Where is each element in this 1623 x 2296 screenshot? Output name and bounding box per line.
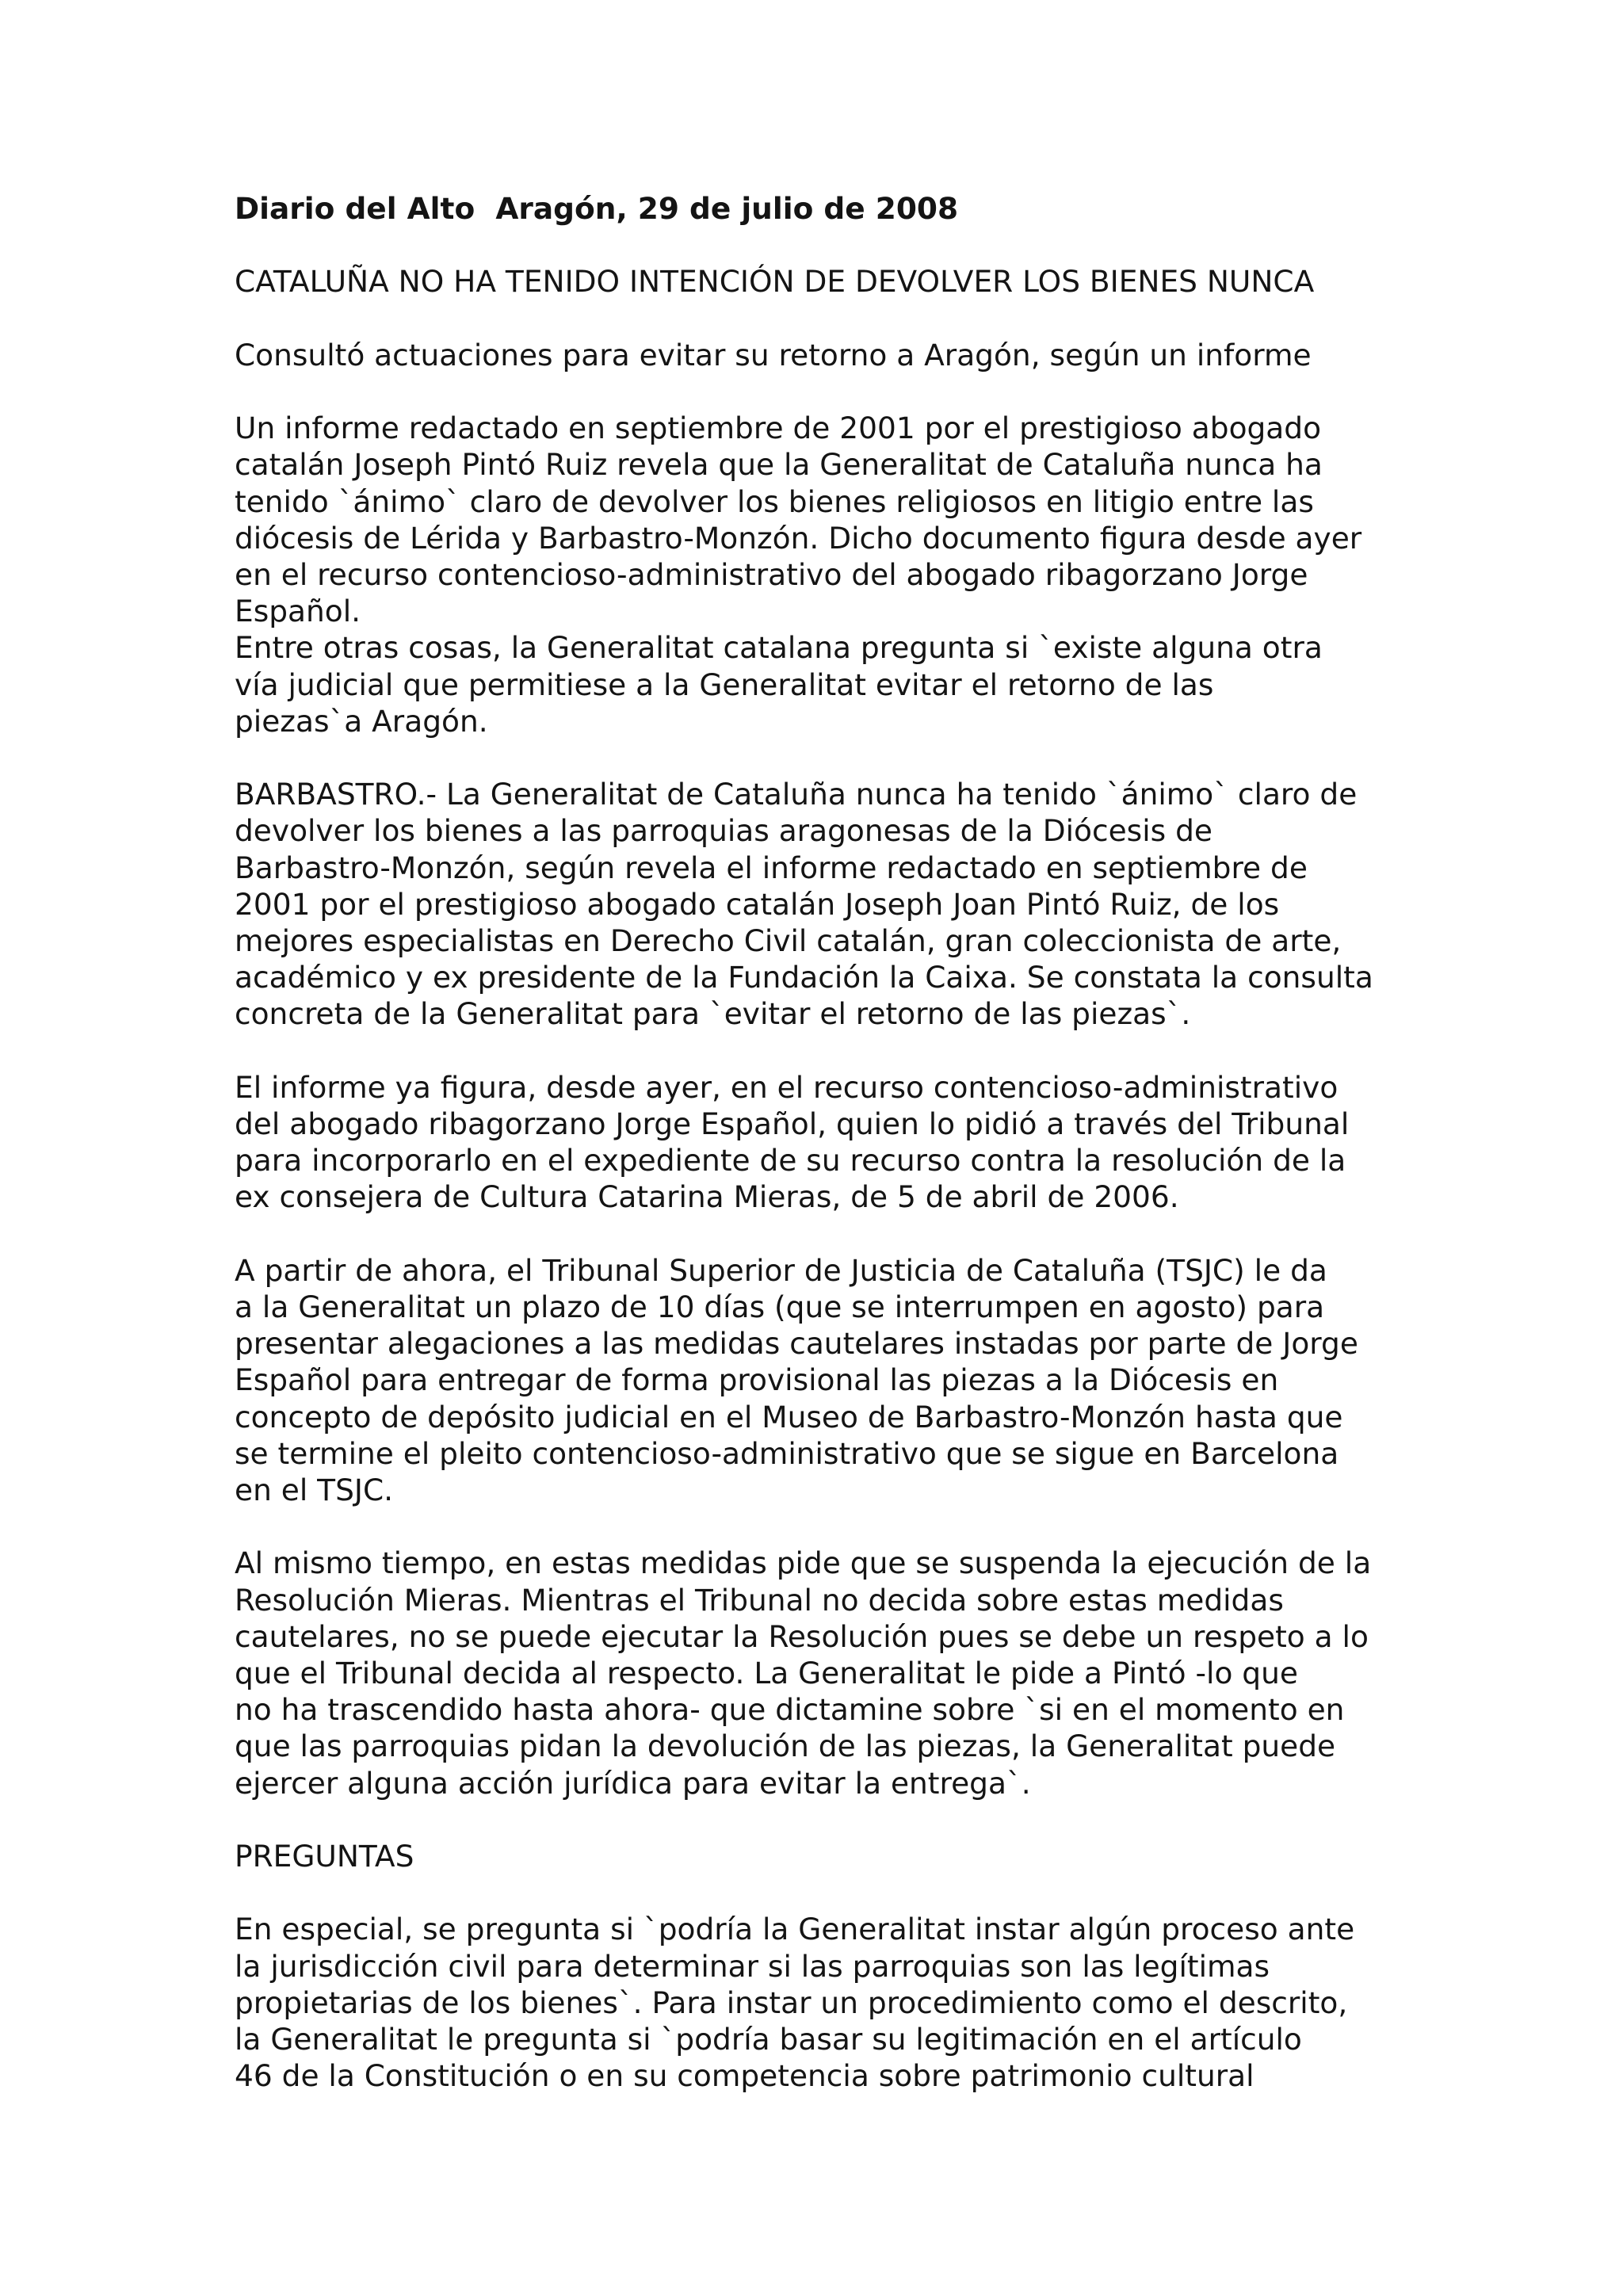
text-line: En especial, se pregunta si `podría la Generalitat instar algún proceso ante — [235, 1912, 1355, 1947]
text-line: propietarias de los bienes`. Para instar un procedimiento como el descrito, — [235, 1985, 1348, 2020]
body-paragraph-3 — [235, 1252, 1423, 1508]
lead-paragraph — [235, 410, 1423, 739]
masthead-text: Diario del Alto Aragón, 29 de julio de 2008 — [235, 191, 959, 226]
body-paragraph-5 — [235, 1911, 1423, 2094]
text-line: se termine el pleito contencioso-administrativo que se sigue en Barcelona — [235, 1435, 1339, 1471]
text-line: Español. — [235, 594, 361, 629]
text-line: para incorporarlo en el expediente de su recurso contra la resolución de la — [235, 1143, 1346, 1179]
text-line: A partir de ahora, el Tribunal Superior de Justicia de Cataluña (TSJC) le da — [235, 1252, 1327, 1288]
text-line: Resolución Mieras. Mientras el Tribunal no decida sobre estas medidas — [235, 1582, 1284, 1618]
subheadline-text: Consultó actuaciones para evitar su retorno a Aragón, según un informe — [235, 337, 1312, 372]
text-line: vía judicial que permitiese a la Generalitat evitar el retorno de las — [235, 667, 1214, 702]
subheadline — [235, 337, 1423, 373]
text-line: la jurisdicción civil para determinar si las parroquias son las legítimas — [235, 1948, 1270, 1984]
section-heading — [235, 1838, 1423, 1874]
text-line: Español para entregar de forma provisional las piezas a la Diócesis en — [235, 1362, 1279, 1398]
text-line: devolver los bienes a las parroquias aragonesas de la Diócesis de — [235, 813, 1212, 849]
spacer — [235, 739, 1423, 776]
text-line: piezas`a Aragón. — [235, 703, 488, 739]
spacer — [235, 1216, 1423, 1252]
headline-text: CATALUÑA NO HA TENIDO INTENCIÓN DE DEVOLVER LOS BIENES NUNCA — [235, 264, 1315, 300]
spacer — [235, 300, 1423, 337]
body-paragraph-1 — [235, 776, 1423, 1032]
section-heading-text: PREGUNTAS — [235, 1839, 414, 1874]
text-line: a la Generalitat un plazo de 10 días (que se interrumpen en agosto) para — [235, 1289, 1325, 1324]
text-line: Entre otras cosas, la Generalitat catalana pregunta si `existe alguna otra — [235, 630, 1323, 666]
body-paragraph-2 — [235, 1069, 1423, 1216]
text-line: presentar alegaciones a las medidas cautelares instadas por parte de Jorge — [235, 1326, 1358, 1362]
text-line: que el Tribunal decida al respecto. La Generalitat le pide a Pintó -lo que — [235, 1656, 1298, 1691]
document-page — [235, 190, 1423, 2094]
spacer — [235, 1508, 1423, 1545]
headline — [235, 263, 1423, 300]
spacer — [235, 227, 1423, 263]
text-line: del abogado ribagorzano Jorge Español, quien lo pidió a través del Tribunal — [235, 1106, 1350, 1141]
masthead — [235, 190, 1423, 227]
text-line: concreta de la Generalitat para `evitar el retorno de las piezas`. — [235, 996, 1191, 1032]
spacer — [235, 373, 1423, 410]
text-line: Un informe redactado en septiembre de 2001 por el prestigioso abogado — [235, 411, 1322, 446]
text-line: en el TSJC. — [235, 1473, 394, 1508]
text-line: en el recurso contencioso-administrativo del abogado ribagorzano Jorge — [235, 556, 1308, 592]
text-line: mejores especialistas en Derecho Civil catalán, gran coleccionista de arte, — [235, 923, 1342, 958]
text-line: que las parroquias pidan la devolución de las piezas, la Generalitat puede — [235, 1729, 1336, 1764]
spacer — [235, 1801, 1423, 1838]
text-line: ejercer alguna acción jurídica para evitar la entrega`. — [235, 1765, 1031, 1801]
text-line: catalán Joseph Pintó Ruiz revela que la Generalitat de Cataluña nunca ha — [235, 447, 1323, 483]
body-paragraph-4 — [235, 1545, 1423, 1801]
spacer — [235, 1874, 1423, 1911]
text-line: BARBASTRO.- La Generalitat de Cataluña nunca ha tenido `ánimo` claro de — [235, 777, 1358, 812]
text-line: académico y ex presidente de la Fundación la Caixa. Se constata la consulta — [235, 960, 1373, 995]
text-line: cautelares, no se puede ejecutar la Resolución pues se debe un respeto a lo — [235, 1618, 1369, 1654]
text-line: Barbastro-Monzón, según revela el informe redactado en septiembre de — [235, 850, 1308, 885]
spacer — [235, 1033, 1423, 1069]
text-line: ex consejera de Cultura Catarina Mieras, de 5 de abril de 2006. — [235, 1179, 1179, 1215]
text-line: diócesis de Lérida y Barbastro-Monzón. Dicho documento figura desde ayer — [235, 520, 1362, 556]
text-line: 46 de la Constitución o en su competencia sobre patrimonio cultural — [235, 2058, 1254, 2094]
text-line: Al mismo tiempo, en estas medidas pide que se suspenda la ejecución de la — [235, 1545, 1372, 1581]
text-line: tenido `ánimo` claro de devolver los bienes religiosos en litigio entre las — [235, 483, 1314, 519]
text-line: la Generalitat le pregunta si `podría basar su legitimación en el artículo — [235, 2022, 1302, 2057]
text-line: 2001 por el prestigioso abogado catalán Joseph Joan Pintó Ruiz, de los — [235, 886, 1280, 922]
text-line: El informe ya figura, desde ayer, en el recurso contencioso-administrativo — [235, 1069, 1338, 1105]
text-line: concepto de depósito judicial en el Museo de Barbastro-Monzón hasta que — [235, 1399, 1343, 1435]
text-line: no ha trascendido hasta ahora- que dictamine sobre `si en el momento en — [235, 1692, 1345, 1728]
